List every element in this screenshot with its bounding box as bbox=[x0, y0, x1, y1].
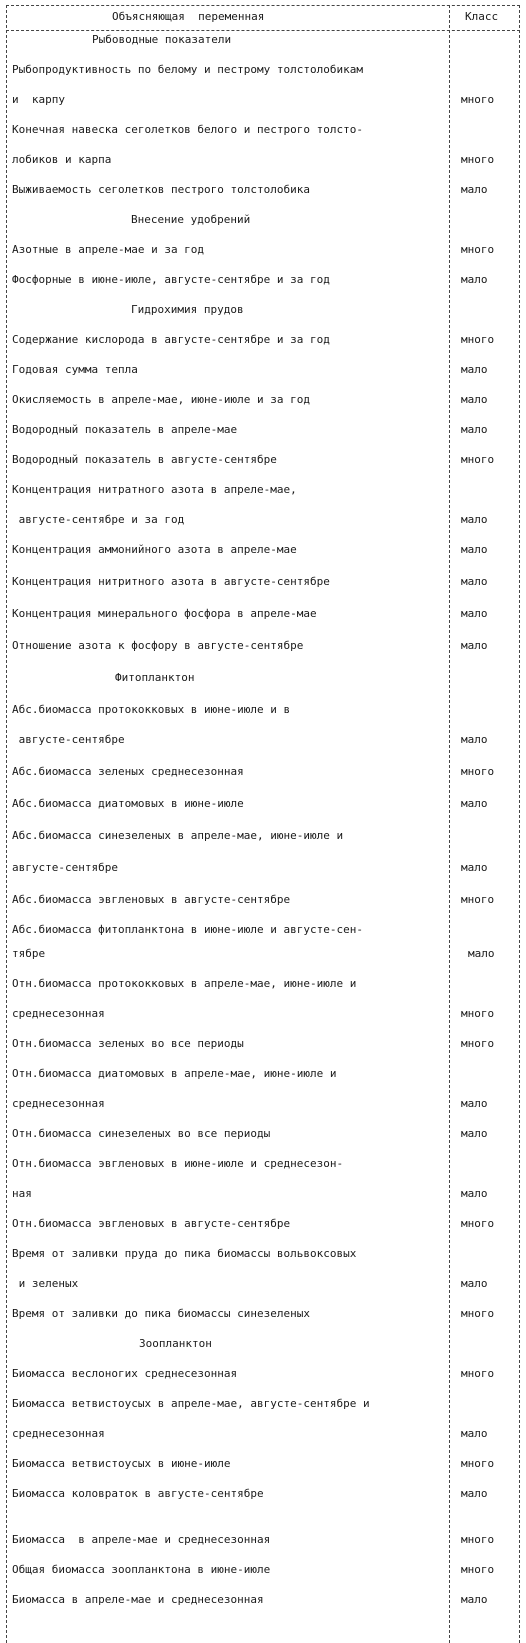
variable-text: Отн.биомасса эвгленовых в августе-сентябре bbox=[12, 1217, 291, 1230]
class-value: много bbox=[461, 1563, 495, 1576]
class-value: много bbox=[461, 1007, 495, 1020]
class-value: много bbox=[461, 333, 495, 346]
variable-text: и карпу bbox=[12, 93, 65, 106]
variable-text: Окисляемость в апреле-мае, июне-июле и за год bbox=[12, 393, 311, 406]
header-separator-rule bbox=[6, 30, 520, 31]
class-value: мало bbox=[461, 575, 488, 588]
variable-text: Концентрация нитратного азота в апреле-мае, bbox=[12, 483, 297, 496]
class-value: мало bbox=[461, 607, 488, 620]
class-value: много bbox=[461, 93, 495, 106]
class-value: много bbox=[461, 243, 495, 256]
variable-text: тябре bbox=[12, 947, 46, 960]
header-class: Класс bbox=[465, 10, 499, 23]
class-value: мало bbox=[461, 1593, 488, 1606]
variable-text: Биомасса веслоногих среднесезонная bbox=[12, 1367, 238, 1380]
variable-text: Время от заливки до пика биомассы синезеленых bbox=[12, 1307, 311, 1320]
class-value: много bbox=[461, 1037, 495, 1050]
class-value: мало bbox=[461, 543, 488, 556]
variable-text: Отн.биомасса зеленых во все периоды bbox=[12, 1037, 244, 1050]
class-value: мало bbox=[461, 1277, 488, 1290]
variable-text: Абс.биомасса эвгленовых в августе-сентябре bbox=[12, 893, 291, 906]
class-value: мало bbox=[461, 733, 488, 746]
class-value: много bbox=[461, 153, 495, 166]
class-value: мало bbox=[461, 513, 488, 526]
variable-text: Общая биомасса зоопланктона в июне-июле bbox=[12, 1563, 271, 1576]
variable-text: Водородный показатель в августе-сентябре bbox=[12, 453, 277, 466]
class-value: много bbox=[461, 1367, 495, 1380]
class-value: мало bbox=[461, 363, 488, 376]
class-value: много bbox=[461, 453, 495, 466]
variable-text: Азотные в апреле-мае и за год bbox=[12, 243, 205, 256]
class-value: мало bbox=[461, 797, 488, 810]
table-left-border bbox=[6, 5, 7, 1643]
header-variable: Объясняющая переменная bbox=[112, 10, 265, 23]
variable-text: Отн.биомасса эвгленовых в июне-июле и среднесезон- bbox=[12, 1157, 344, 1170]
variable-text: Биомасса ветвистоусых в июне-июле bbox=[12, 1457, 231, 1470]
section-heading: Внесение удобрений bbox=[131, 213, 251, 226]
class-value: мало bbox=[461, 183, 488, 196]
variable-text: Время от заливки пруда до пика биомассы вольвоксовых bbox=[12, 1247, 357, 1260]
class-value: много bbox=[461, 1307, 495, 1320]
section-heading: Зоопланктон bbox=[139, 1337, 212, 1350]
table-top-rule bbox=[6, 5, 520, 6]
section-heading: Гидрохимия прудов bbox=[131, 303, 244, 316]
class-value: мало bbox=[461, 1097, 488, 1110]
variable-text: Содержание кислорода в августе-сентябре и за год bbox=[12, 333, 330, 346]
variable-text: Отн.биомасса синезеленых во все периоды bbox=[12, 1127, 271, 1140]
class-value: мало bbox=[461, 273, 488, 286]
variable-text: лобиков и карпа bbox=[12, 153, 112, 166]
variable-text: Водородный показатель в апреле-мае bbox=[12, 423, 238, 436]
variable-text: и зеленых bbox=[12, 1277, 79, 1290]
variable-text: Абс.биомасса протококковых в июне-июле и в bbox=[12, 703, 291, 716]
class-value: мало bbox=[461, 861, 488, 874]
class-value: много bbox=[461, 1217, 495, 1230]
column-divider bbox=[449, 5, 450, 1643]
class-value: мало bbox=[461, 1487, 488, 1500]
class-value: мало bbox=[468, 947, 495, 960]
variable-text: августе-сентябре bbox=[12, 861, 118, 874]
variable-text: Отн.биомасса протококковых в апреле-мае, июне-июле и bbox=[12, 977, 357, 990]
table-right-border bbox=[519, 5, 520, 1643]
variable-text: Конечная навеска сеголетков белого и пестрого толсто- bbox=[12, 123, 363, 136]
variable-text: августе-сентябре bbox=[12, 733, 125, 746]
variable-text: Биомасса ветвистоусых в апреле-мае, августе-сентябре и bbox=[12, 1397, 370, 1410]
variable-text: Абс.биомасса диатомовых в июне-июле bbox=[12, 797, 244, 810]
variable-text: среднесезонная bbox=[12, 1097, 105, 1110]
variable-text: Рыбопродуктивность по белому и пестрому толстолобикам bbox=[12, 63, 363, 76]
variable-text: ная bbox=[12, 1187, 32, 1200]
variable-text: Биомасса в апреле-мае и среднесезонная bbox=[12, 1533, 271, 1546]
variable-text: Концентрация минерального фосфора в апреле-мае bbox=[12, 607, 317, 620]
variable-text: Абс.биомасса синезеленых в апреле-мае, июне-июле и bbox=[12, 829, 344, 842]
variable-text: августе-сентябре и за год bbox=[12, 513, 185, 526]
class-value: мало bbox=[461, 639, 488, 652]
class-value: много bbox=[461, 1533, 495, 1546]
class-value: мало bbox=[461, 393, 488, 406]
class-value: мало bbox=[461, 1427, 488, 1440]
variable-text: Выживаемость сеголетков пестрого толстолобика bbox=[12, 183, 311, 196]
section-heading: Фитопланктон bbox=[115, 671, 195, 684]
class-value: мало bbox=[461, 1187, 488, 1200]
variable-text: среднесезонная bbox=[12, 1007, 105, 1020]
variable-text: Отношение азота к фосфору в августе-сентябре bbox=[12, 639, 304, 652]
class-value: много bbox=[461, 1457, 495, 1470]
variable-text: Годовая сумма тепла bbox=[12, 363, 138, 376]
variable-text: Концентрация нитритного азота в августе-сентябре bbox=[12, 575, 330, 588]
variable-text: Биомасса в апреле-мае и среднесезонная bbox=[12, 1593, 264, 1606]
variable-text: Отн.биомасса диатомовых в апреле-мае, июне-июле и bbox=[12, 1067, 337, 1080]
section-heading: Рыбоводные показатели bbox=[92, 33, 232, 46]
variable-text: Абс.биомасса фитопланктона в июне-июле и августе-сен- bbox=[12, 923, 363, 936]
class-value: много bbox=[461, 893, 495, 906]
variable-text: Фосфорные в июне-июле, августе-сентябре и за год bbox=[12, 273, 330, 286]
variable-text: Концентрация аммонийного азота в апреле-мае bbox=[12, 543, 297, 556]
class-value: мало bbox=[461, 1127, 488, 1140]
variable-text: среднесезонная bbox=[12, 1427, 105, 1440]
variable-text: Абс.биомасса зеленых среднесезонная bbox=[12, 765, 244, 778]
variable-text: Биомасса коловраток в августе-сентябре bbox=[12, 1487, 264, 1500]
class-value: много bbox=[461, 765, 495, 778]
class-value: мало bbox=[461, 423, 488, 436]
